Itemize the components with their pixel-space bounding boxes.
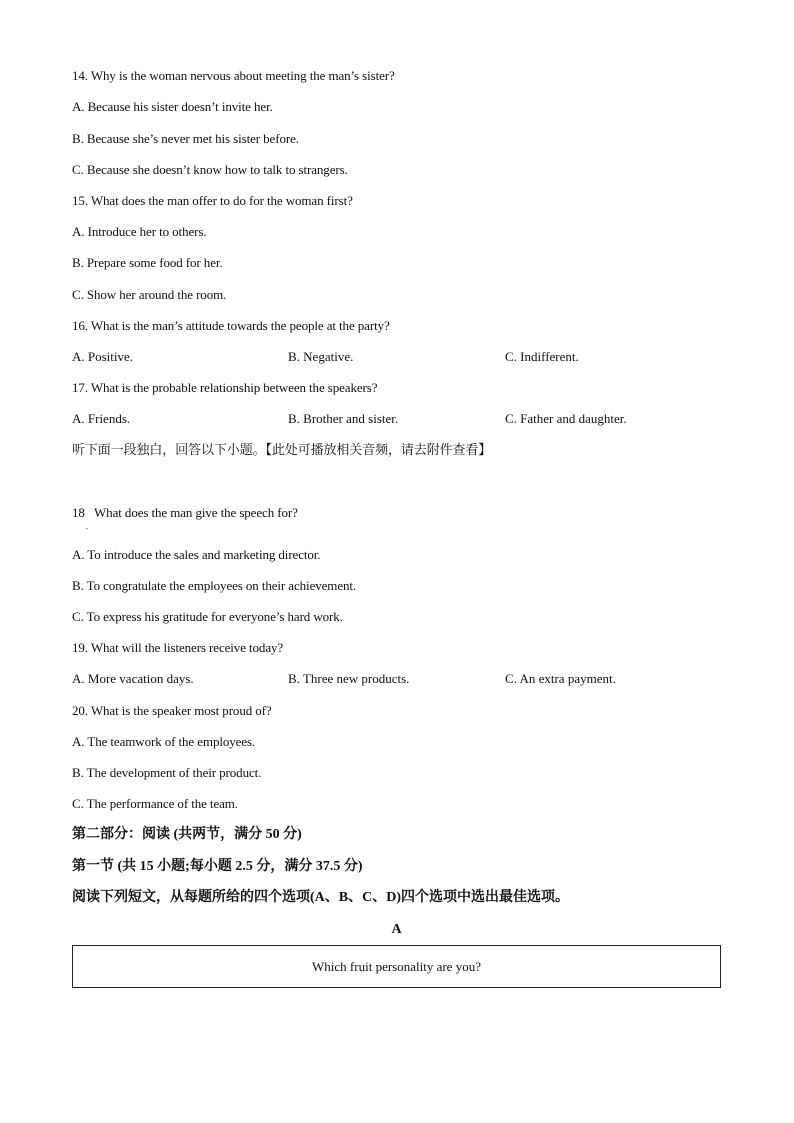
reading-instruction: 阅读下列短文，从每题所给的四个选项(A、B、C、D)四个选项中选出最佳选项。 [72,890,569,905]
q19-stem: 19. What will the listeners receive today? [72,640,284,655]
q19-option-a: A. More vacation days. [72,671,194,686]
q18-stem: 18 What does the man give the speech for? [72,505,298,520]
q15-stem: 15. What does the man offer to do for the woman first? [72,193,353,208]
q20-option-a: A. The teamwork of the employees. [72,734,256,749]
section-one-heading: 第一节 (共 15 小题;每小题 2.5 分，满分 37.5 分) [72,859,363,874]
part-two-heading: 第二部分：阅读 (共两节，满分 50 分) [72,827,302,842]
q14-option-b: B. Because she’s never met his sister before. [72,131,299,146]
q19-option-c: C. An extra payment. [505,671,616,686]
q18-option-c: C. To express his gratitude for everyone’s hard work. [72,609,343,624]
passage-letter: A [391,922,402,937]
listening-instruction: 听下面一段独白，回答以下小题。【此处可播放相关音频，请去附件查看】 [72,443,492,458]
q17-stem: 17. What is the probable relationship between the speakers? [72,380,378,395]
q17-option-b: B. Brother and sister. [288,411,399,426]
q16-option-a: A. Positive. [72,349,134,364]
q20-stem: 20. What is the speaker most proud of? [72,703,272,718]
q20-option-b: B. The development of their product. [72,765,262,780]
q15-option-b: B. Prepare some food for her. [72,255,223,270]
q16-option-c: C. Indifferent. [505,349,579,364]
q20-option-c: C. The performance of the team. [72,796,238,811]
q19-option-b: B. Three new products. [288,671,410,686]
q14-option-a: A. Because his sister doesn’t invite her. [72,99,273,114]
q18-option-a: A. To introduce the sales and marketing director. [72,547,321,562]
q15-option-c: C. Show her around the room. [72,287,227,302]
q15-option-a: A. Introduce her to others. [72,224,207,239]
q16-stem: 16. What is the man’s attitude towards the people at the party? [72,318,390,333]
q18-dot: . [86,522,88,531]
q17-option-a: A. Friends. [72,411,131,426]
q14-stem: 14. Why is the woman nervous about meeting the man’s sister? [72,68,395,83]
q18-option-b: B. To congratulate the employees on their achievement. [72,578,357,593]
q16-option-b: B. Negative. [288,349,354,364]
q14-option-c: C. Because she doesn’t know how to talk to strangers. [72,162,348,177]
passage-title-box [72,945,721,988]
q17-option-c: C. Father and daughter. [505,411,627,426]
passage-title: Which fruit personality are you? [312,958,481,974]
